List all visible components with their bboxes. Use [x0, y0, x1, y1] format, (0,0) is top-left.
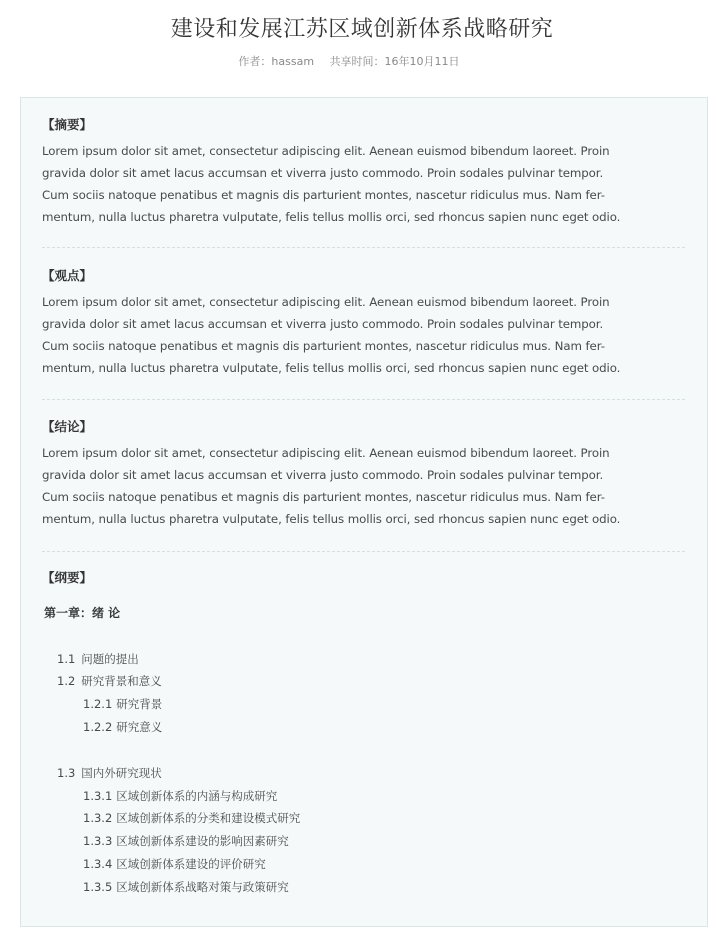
- section-divider: [42, 247, 685, 248]
- toc-number: 1.3.2: [83, 811, 113, 825]
- toc-text: 研究意义: [116, 720, 163, 734]
- toc-number: 1.3: [57, 766, 76, 780]
- section-divider: [42, 399, 685, 400]
- conclusion-section: [42, 418, 687, 530]
- toc-number: 1.3.4: [83, 857, 113, 871]
- outline-section: [42, 569, 687, 587]
- text-line: gravida dolor sit amet lacus accumsan et viverra justo commodo. Proin sodales pulvinar tempor.: [42, 317, 604, 331]
- chapter-title: 第一章：绪 论: [44, 606, 121, 620]
- text-line: mentum, nulla luctus pharetra vulputate, felis tellus mollis orci, sed rhoncus sapien nunc eget odio.: [42, 361, 621, 375]
- conclusion-text: [42, 442, 687, 530]
- text-line: Lorem ipsum dolor sit amet, consectetur adipiscing elit. Aenean euismod bibendum laoreet. Proin: [42, 446, 610, 460]
- toc-text: 区域创新体系的内涵与构成研究: [116, 789, 278, 803]
- conclusion-heading: 【结论】: [42, 419, 93, 434]
- toc-item: [83, 855, 266, 873]
- toc-number: 1.3.5: [83, 880, 113, 894]
- toc-text: 研究背景: [116, 697, 163, 711]
- toc-number: 1.3.1: [83, 789, 113, 803]
- text-line: Cum sociis natoque penatibus et magnis dis parturient montes, nascetur ridiculus mus. Nam fer-: [42, 490, 605, 504]
- toc-text: 国内外研究现状: [81, 766, 162, 780]
- text-line: Cum sociis natoque penatibus et magnis dis parturient montes, nascetur ridiculus mus. Nam fer-: [42, 339, 605, 353]
- article-meta: [0, 54, 698, 70]
- toc-item: [83, 695, 162, 713]
- abstract-heading: 【摘要】: [42, 117, 93, 132]
- content-panel: [20, 97, 708, 927]
- toc-text: 区域创新体系建设的评价研究: [116, 857, 266, 871]
- toc-number: 1.2.1: [83, 697, 113, 711]
- toc-item: [83, 832, 289, 850]
- toc-item: [83, 809, 300, 827]
- abstract-section: [42, 116, 687, 228]
- text-line: Lorem ipsum dolor sit amet, consectetur adipiscing elit. Aenean euismod bibendum laoreet. Proin: [42, 295, 610, 309]
- abstract-text: [42, 140, 687, 228]
- text-line: gravida dolor sit amet lacus accumsan et viverra justo commodo. Proin sodales pulvinar tempor.: [42, 166, 604, 180]
- text-line: mentum, nulla luctus pharetra vulputate, felis tellus mollis orci, sed rhoncus sapien nunc eget odio.: [42, 512, 621, 526]
- share-time-label: 共享时间：16年10月11日: [329, 55, 460, 68]
- toc-item: [83, 718, 162, 736]
- toc-item: [83, 878, 289, 896]
- toc-text: 区域创新体系建设的影响因素研究: [116, 834, 289, 848]
- toc-number: 1.2: [57, 674, 76, 688]
- toc-item: [57, 672, 162, 690]
- toc-item: [83, 787, 277, 805]
- outline-heading: 【纲要】: [42, 570, 93, 585]
- text-line: Lorem ipsum dolor sit amet, consectetur adipiscing elit. Aenean euismod bibendum laoreet. Proin: [42, 144, 610, 158]
- toc-text: 研究背景和意义: [81, 674, 162, 688]
- viewpoint-section: [42, 267, 687, 379]
- toc-number: 1.1: [57, 652, 76, 666]
- toc-number: 1.3.3: [83, 834, 113, 848]
- toc-text: 问题的提出: [81, 652, 139, 666]
- toc-item: [57, 764, 162, 782]
- toc-text: 区域创新体系战略对策与政策研究: [116, 880, 289, 894]
- text-line: Cum sociis natoque penatibus et magnis dis parturient montes, nascetur ridiculus mus. Nam fer-: [42, 188, 605, 202]
- viewpoint-heading: 【观点】: [42, 268, 93, 283]
- text-line: gravida dolor sit amet lacus accumsan et viverra justo commodo. Proin sodales pulvinar tempor.: [42, 468, 604, 482]
- toc-number: 1.2.2: [83, 720, 113, 734]
- text-line: mentum, nulla luctus pharetra vulputate, felis tellus mollis orci, sed rhoncus sapien nunc eget odio.: [42, 210, 621, 224]
- section-divider: [42, 551, 685, 552]
- toc-item: [57, 650, 139, 668]
- viewpoint-text: [42, 291, 687, 379]
- page-title: 建设和发展江苏区域创新体系战略研究: [170, 17, 554, 42]
- author-label: 作者：hassam: [238, 55, 315, 68]
- toc-text: 区域创新体系的分类和建设模式研究: [116, 811, 301, 825]
